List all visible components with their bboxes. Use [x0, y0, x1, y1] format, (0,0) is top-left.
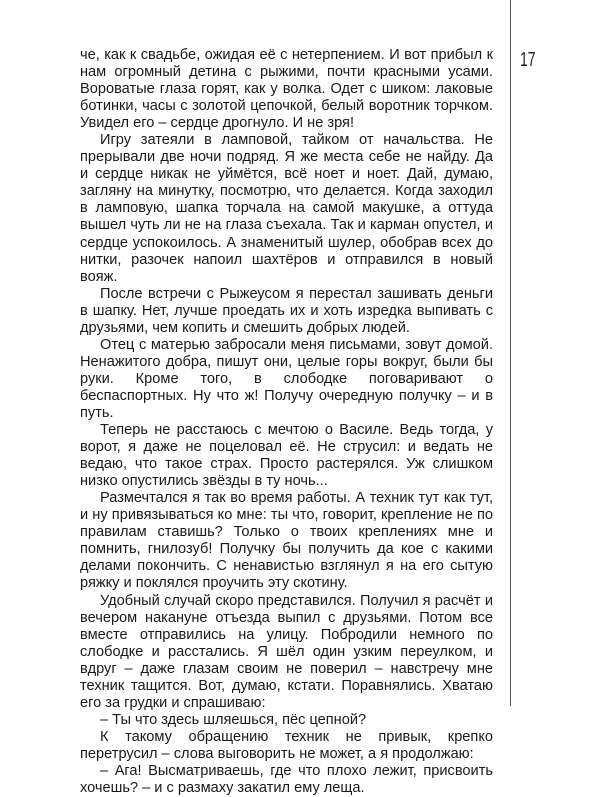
margin-divider-line — [510, 0, 511, 706]
dialogue-line: – Ты что здесь шляешься, пёс цепной? — [100, 711, 367, 728]
paragraph: Размечтался я так во время работы. А техник тут как тут, и ну привязываться ко мне: ты что, говорит, крепление не по правилам ставишь? Только о твоих креплениях мне и помнить, гнилозуб! Получку бы получить да кое с какими делами покончить. С ненавистью взглянул я на его сытую ряжку и поклялся проучить эту скотину. — [80, 490, 493, 592]
dialogue-line: – Ага! Высматриваешь, где что плохо лежит, присвоить хочешь? – и с размаху закатил ему леща. — [80, 762, 493, 797]
page-body-text — [80, 47, 493, 797]
page-number: 17 — [520, 49, 536, 71]
paragraph: Теперь не расстаюсь с мечтою о Василе. Ведь тогда, у ворот, я даже не поцеловал её. Не струсил: и ведать не ведаю, что такое страх. Просто растерялся. Уж слишком низко опустились звёзды в ту ночь... — [80, 422, 493, 490]
paragraph: К такому обращению техник не привык, крепко перетрусил – слова выговорить не может, а я продолжаю: — [80, 728, 493, 762]
paragraph: Игру затеяли в ламповой, тайком от начальства. Не прерывали две ночи подряд. Я же места себе не найду. Да и сердце никак не уймётся, всё ноет и ноет. Дай, думаю, загляну на минутку, посмотрю, что делается. Когда заходил в ламповую, шапка торчала на самой макушке, а оттуда вышел чуть ли не на глаза съехала. Так и карман опустел, и сердце успокоилось. А знаменитый шулер, обобрав всех до нитки, разочек напоил шахтёров и отправился в новый вояж. — [80, 132, 493, 285]
paragraph: Отец с матерью забросали меня письмами, зовут домой. Ненажитого добра, пишут они, целые горы вокруг, были бы руки. Кроме того, в слободке поговаривают о беспаспортных. Ну что ж! Получу очередную получку – и в путь. — [80, 336, 493, 421]
paragraph: Удобный случай скоро представился. Получил я расчёт и вечером накануне отъезда выпил с друзьями. Потом все вместе отправились на улицу. Побродили немного по слободке и расстались. Я шёл один узким переулком, и вдруг – даже глазам своим не поверил – навстречу мне техник тащится. Вот, думаю, кстати. Поравнялись. Хватаю его за грудки и спрашиваю: — [80, 592, 493, 711]
paragraph: че, как к свадьбе, ожидая её с нетерпением. И вот прибыл к нам огромный детина с рыжими, почти красными усами. Вороватые глаза горят, как у волка. Одет с шиком: лаковые ботинки, часы с золотой цепочкой, белый воротник торчком. Увидел его – сердце дрогнуло. И не зря! — [80, 47, 493, 132]
paragraph: После встречи с Рыжеусом я перестал зашивать деньги в шапку. Нет, лучше проедать их и хоть изредка выпивать с друзьями, чем копить и смешить добрых людей. — [80, 285, 493, 336]
